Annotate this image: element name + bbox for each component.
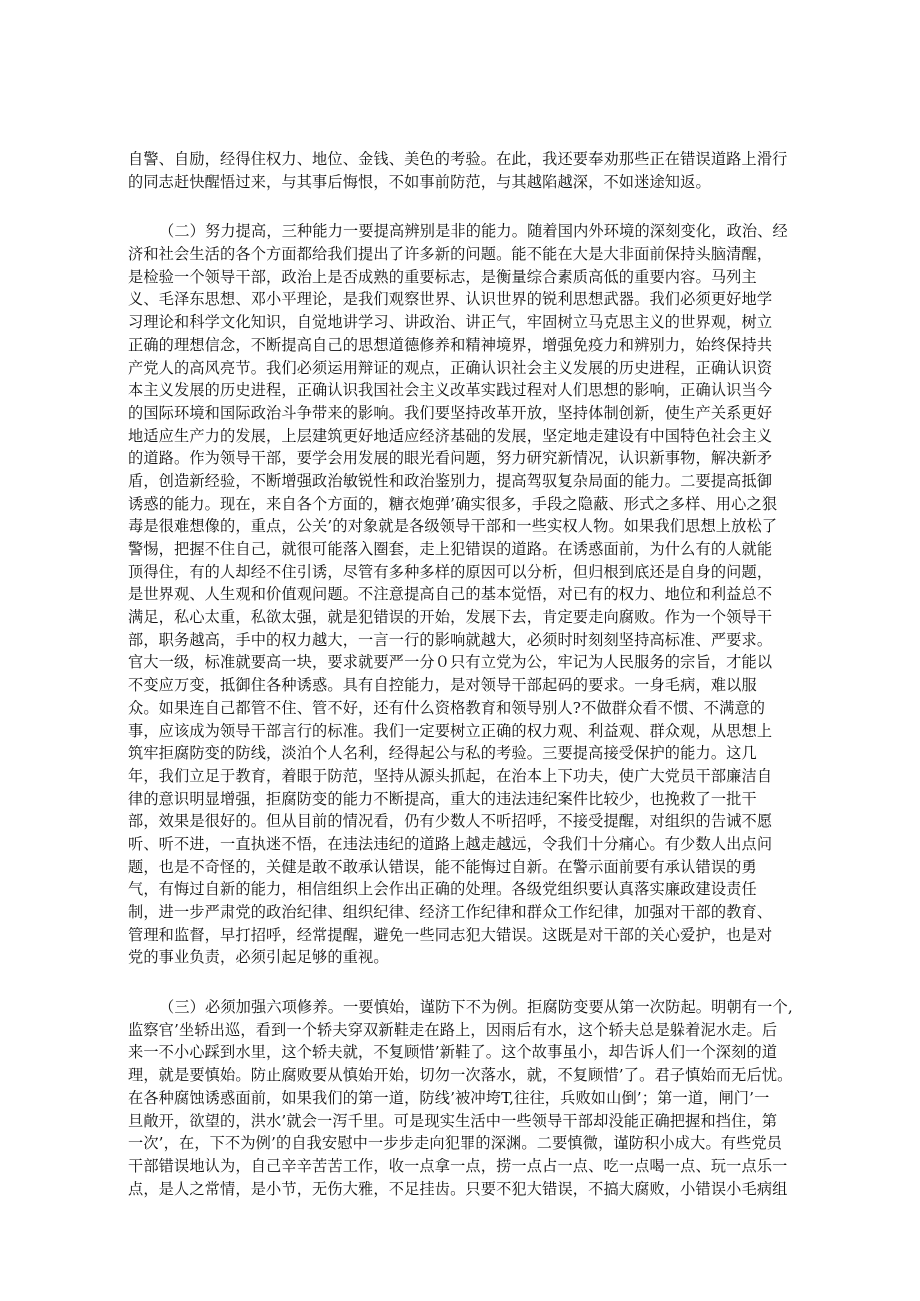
text-line: 的同志赶快醒悟过来，与其事后悔恨，不如事前防范，与其越陷越深，不如迷途知返。 [128,172,711,191]
text-line: 制，进一步严肃党的政治纪律、组织纪律、经济工作纪律和群众工作纪律，加强对干部的教育、 [128,903,773,921]
text-line: 不变应万变，抵御住各种诱惑。具有自控能力，是对领导干部起码的要求。一身毛病，难以服 [128,676,757,695]
text-line: 干部错误地认为，自己辛辛苦苦工作，收一点拿一点，捞一点占一点、吃一点喝一点、玩一点乐一 [128,1156,788,1175]
text-line: 题，也是不奇怪的，关健是敢不敢承认错误，能不能悔过自新。在警示面前要有承认错误的勇 [128,857,757,876]
text-line: 律的意识明显增强，拒腐防变的能力不断提高，重大的违法违纪案件比较少，也挽救了一批干 [128,789,757,808]
paragraph-3 [128,996,792,1200]
text-line: 满足，私心太重，私欲太强，就是犯错误的开始，发展下去，肯定要走向腐败。作为一个领导干 [128,608,773,627]
text-line: （二）努力提高，三种能力一要提高辨别是非的能力。随着国内外环境的深刻变化，政治、经 [159,222,788,241]
text-line: 盾，创造新经验，不断增强政治敏锐性和政治鉴别力，提高驾驭复杂局面的能力。二要提高抵御 [128,471,773,490]
text-line: 的国际环境和国际政治斗争带来的影响。我们要坚持改革开放，坚持体制创新，使生产关系更好 [128,403,773,422]
text-line: 自警、自励，经得住权力、地位、金钱、美色的考验。在此，我还要奉劝那些正在错误道路上滑行 [128,150,788,168]
text-line: 毒是很难想像的，重点，公关’的对象就是各级领导干部和一些实权人物。如果我们思想上放松了 [128,517,778,536]
text-line: 正确的理想信念，不断提高自己的思想道德修养和精神境界，增强免疫力和辨别力，始终保持共 [128,335,773,354]
text-line: 在各种腐蚀诱惑面前，如果我们的第一道，防线’被冲垮T,往往，兵败如山倒’；第一道，闸门’一 [128,1088,770,1107]
paragraph-gap [128,969,792,996]
text-line: 产党人的高风亮节。我们必须运用辩证的观点，正确认识社会主义发展的历史进程，正确认识资 [128,358,773,377]
text-line: 诱惑的能力。现在，来自各个方面的，糖衣炮弹’确实很多，手段之隐蔽、形式之多样、用心之狠 [128,494,778,513]
text-line: 部，职务越高，手中的权力越大，一言一行的影响就越大，必须时时刻刻坚持高标准、严要求。 [128,630,773,649]
text-line: 筑牢拒腐防变的防线，淡泊个人名利，经得起公与私的考验。三要提高接受保护的能力。这几 [128,744,757,763]
text-line: 本主义发展的历史进程，正确认识我国社会主义改革实践过程对人们思想的影响，正确认识当今 [128,381,773,400]
document-body [128,148,792,1200]
text-line: 党的事业负责，必须引起足够的重视。 [128,948,389,967]
text-line: 监察官’坐轿出巡，看到一个轿夫穿双新鞋走在路上，因雨后有水，这个轿夫总是躲着泥水走。后 [128,1020,778,1039]
text-line: 警惕，把握不住自己，就很可能落入圈套，走上犯错误的道路。在诱惑面前，为什么有的人就能 [128,540,773,558]
text-line: 济和社会生活的各个方面都给我们提出了许多新的问题。能不能在大是大非面前保持头脑清醒， [128,245,773,264]
text-line: 气，有悔过自新的能力，相信组织上会作出正确的处理。各级党组织要认真落实廉政建设责任 [128,880,757,899]
paragraph-gap [128,193,792,220]
paragraph-1 [128,148,792,193]
text-line: 旦敞开，欲望的，洪水’就会一泻千里。可是现实生活中一些领导干部却没能正确把握和挡住，第 [128,1111,778,1130]
text-line: 管理和监督，早打招呼，经常提醒，避免一些同志犯大错误。这既是对干部的关心爱护，也是对 [128,925,773,944]
text-line: （三）必须加强六项修养。一要慎始，谨防下不为例。拒腐防变要从第一次防起。明朝有一个, [159,998,793,1017]
text-line: 理，就是要慎始。防止腐败要从慎始开始，切勿一次落水，就，不复顾惜’了。君子慎始而无后忧。 [128,1066,793,1085]
text-line: 官大一级，标准就要高一块，要求就要严一分０只有立党为公，牢记为人民服务的宗旨，才能以 [128,653,773,672]
text-line: 习理论和科学文化知识，自觉地讲学习、讲政治、讲正气，牢固树立马克思主义的世界观，树立 [128,313,773,332]
text-line: 部，效果是很好的。但从目前的情况看，仍有少数人不听招呼，不接受提醒，对组织的告诫不愿 [128,812,773,831]
text-line: 众。如果连自己都管不住、管不好，还有什么资格教育和领导别人?不做群众看不惯、不满意的 [128,698,766,717]
text-line: 地适应生产力的发展，上层建筑更好地适应经济基础的发展，坚定地走建设有中国特色社会主义 [128,426,773,445]
text-line: 是检验一个领导干部，政治上是否成熟的重要标志，是衡量综合素质高低的重要内容。马列主 [128,267,757,286]
text-line: 的道路。作为领导干部，要学会用发展的眼光看问题，努力研究新情况，认识新事物，解决新矛 [128,449,773,468]
text-line: 顶得住，有的人却经不住引诱，尽管有多种多样的原因可以分析，但归根到底还是自身的问题， [128,562,773,581]
text-line: 事，应该成为领导干部言行的标准。我们一定要树立正确的权力观、利益观、群众观，从思想上 [128,721,773,740]
text-line: 一次’，在，下不为例’的自我安慰中一步步走向犯罪的深渊。二要慎微，谨防积小成大。有些党员 [128,1134,783,1153]
text-line: 义、毛泽东思想、邓小平理论，是我们观察世界、认识世界的锐利思想武器。我们必须更好地学 [128,290,773,309]
text-line: 来一不小心踩到水里，这个轿夫就，不复顾惜’新鞋了。这个故事虽小，却告诉人们一个深刻的道 [128,1043,778,1062]
paragraph-2 [128,220,792,969]
text-line: 点，是人之常情，是小节，无伤大雅，不足挂齿。只要不犯大错误，不搞大腐败，小错误小毛病组 [128,1179,788,1198]
text-line: 年，我们立足于教育，着眼于防范，坚持从源头抓起，在治本上下功夫，使广大党员干部廉洁自 [128,766,773,785]
text-line: 是世界观、人生观和价值观问题。不注意提高自己的基本觉悟，对已有的权力、地位和利益总不 [128,585,773,604]
text-line: 听、听不进，一直执迷不悟，在违法违纪的道路上越走越远，令我们十分痛心。有少数人出点问 [128,834,773,853]
